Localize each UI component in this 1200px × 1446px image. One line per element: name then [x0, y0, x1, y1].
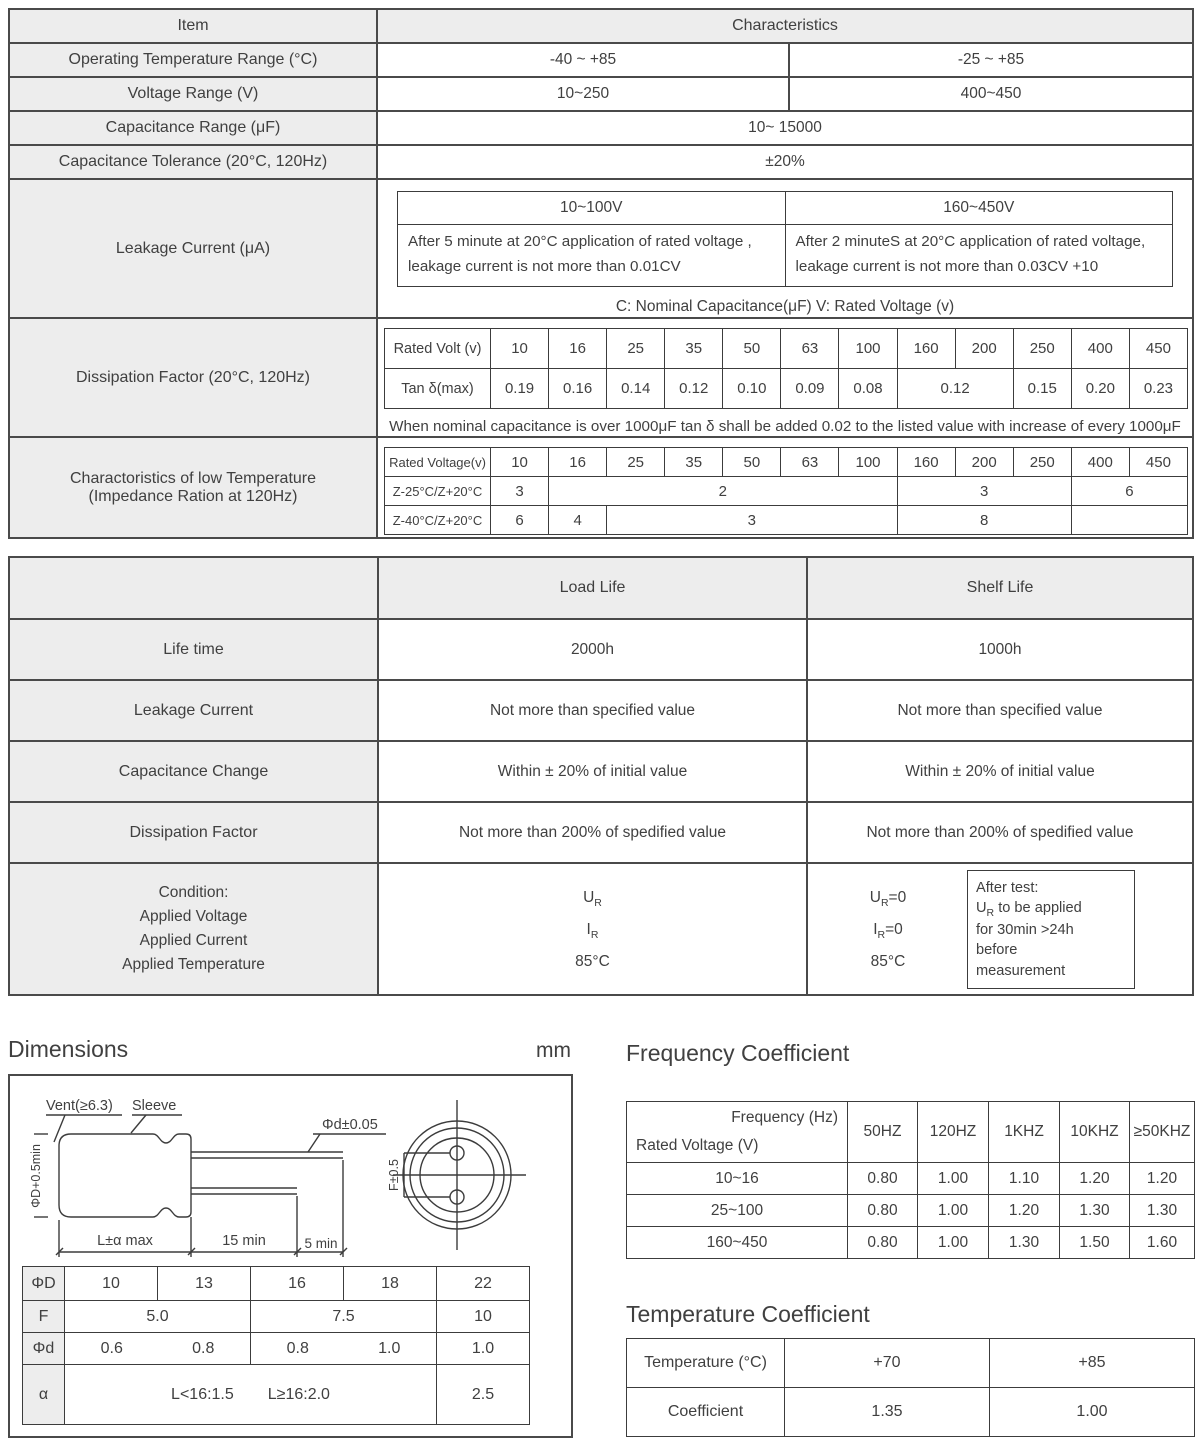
- tan-cell: 0.23: [1129, 369, 1187, 409]
- volt-cell: 35: [665, 329, 723, 369]
- freq-row-10-16: [627, 1163, 1195, 1195]
- volt-cell: 25: [607, 329, 665, 369]
- condition-line1: Condition:: [158, 884, 229, 902]
- dim-f-cell: 10: [437, 1301, 530, 1333]
- spec-header-row: [9, 9, 1193, 43]
- frequency-corner-cell: [627, 1102, 848, 1163]
- low-temp-cell: [377, 437, 1193, 538]
- lead-tip-label: 5 min: [304, 1236, 338, 1252]
- dim-dd-cell: 0.6 0.8: [65, 1333, 251, 1365]
- temperature-label: Temperature (°C): [627, 1339, 785, 1388]
- volt-cell: 200: [955, 329, 1013, 369]
- tan-cell: 0.16: [549, 369, 607, 409]
- dim-alpha-row: [23, 1365, 530, 1425]
- spec-table: [8, 8, 1194, 539]
- temperature-table: [626, 1338, 1195, 1437]
- z40-cell: 6: [491, 506, 549, 535]
- z25-cell-merged: 6: [1071, 477, 1187, 506]
- operating-temp-row: [9, 43, 1193, 77]
- life-dissipation-row: [9, 802, 1193, 863]
- freq-value: 1.60: [1130, 1227, 1195, 1259]
- volt-cell: 450: [1129, 329, 1187, 369]
- tan-cell: 0.10: [723, 369, 781, 409]
- leakage-current-row: [9, 179, 1193, 318]
- sleeve-label: Sleeve: [132, 1098, 177, 1115]
- dimensions-box: [8, 1074, 573, 1438]
- dim-d-cell: 16: [251, 1267, 344, 1301]
- volt-cell: 160: [897, 329, 955, 369]
- body-diameter-label: ΦD+0.5min: [29, 1144, 43, 1209]
- volt-cell: 63: [781, 329, 839, 369]
- dissipation-label: Dissipation Factor (20°C, 120Hz): [9, 318, 377, 437]
- volt-cell: 25: [607, 448, 665, 477]
- life-dissipation-load: Not more than 200% of spedified value: [378, 802, 807, 863]
- z25-cell: 3: [491, 477, 549, 506]
- dim-d-cell: 13: [158, 1267, 251, 1301]
- capacitor-diagram: [10, 1076, 571, 1262]
- freq-value: 1.10: [989, 1163, 1060, 1195]
- low-temp-label-line1: Charactoristics of low Temperature: [69, 469, 317, 487]
- freq-value: 0.80: [848, 1163, 918, 1195]
- leakage-range1-text: After 5 minute at 20°C application of rated voltage , leakage current is not more than 0.01CV: [408, 233, 752, 275]
- condition-label: [9, 863, 378, 995]
- life-time-row: [9, 619, 1193, 680]
- freq-value: 0.80: [848, 1227, 918, 1259]
- volt-cell: 200: [955, 448, 1013, 477]
- dim-f-cell: 7.5: [251, 1301, 437, 1333]
- item-header: Item: [9, 9, 377, 43]
- life-capchange-row: [9, 741, 1193, 802]
- lead-spacing-label: F±0.5: [387, 1159, 401, 1192]
- voltage-range-low: 10~250: [377, 77, 789, 111]
- freq-col-header: ≥50KHZ: [1130, 1102, 1195, 1163]
- freq-value: 1.50: [1060, 1227, 1130, 1259]
- dim-f-cell: 5.0: [65, 1301, 251, 1333]
- life-leakage-label: Leakage Current: [9, 680, 378, 741]
- life-time-label: Life time: [9, 619, 378, 680]
- dim-a-value: 2.5: [437, 1365, 530, 1425]
- volt-cell: 400: [1071, 448, 1129, 477]
- tan-delta-row: [385, 369, 1188, 409]
- freq-value: 1.20: [989, 1195, 1060, 1227]
- z40-cell-merged: 8: [897, 506, 1071, 535]
- dim-d-cell: 18: [344, 1267, 437, 1301]
- capacitance-tolerance-label: Capacitance Tolerance (20°C, 120Hz): [9, 145, 377, 179]
- freq-row-label: 25~100: [627, 1195, 848, 1227]
- dim-d-cell: 10: [65, 1267, 158, 1301]
- coefficient-label: Coefficient: [627, 1388, 785, 1437]
- freq-row-25-100: [627, 1195, 1195, 1227]
- z25-label: Z-25°C/Z+20°C: [385, 477, 491, 506]
- life-dissipation-shelf: Not more than 200% of spedified value: [807, 802, 1193, 863]
- life-header-empty: [9, 557, 378, 619]
- dim-f-row: [23, 1301, 530, 1333]
- dissipation-note: When nominal capacitance is over 1000μF tan δ shall be added 0.02 to the listed value with increase of every 1000μF: [389, 418, 1181, 436]
- frequency-header-row: [627, 1102, 1195, 1163]
- shelf-life-header: Shelf Life: [807, 557, 1193, 619]
- life-capchange-load: Within ± 20% of initial value: [378, 741, 807, 802]
- z25-row: [385, 477, 1188, 506]
- tan-cell: 0.19: [491, 369, 549, 409]
- z40-label: Z-40°C/Z+20°C: [385, 506, 491, 535]
- characteristics-header: Characteristics: [377, 9, 1193, 43]
- dim-d-label: ΦD: [23, 1267, 65, 1301]
- tan-cell: 0.09: [781, 369, 839, 409]
- operating-temp-low: -40 ~ +85: [377, 43, 789, 77]
- freq-value: 1.00: [918, 1163, 989, 1195]
- volt-cell: 35: [665, 448, 723, 477]
- frequency-title: Frequency Coefficient: [626, 1040, 850, 1067]
- tan-cell: 0.14: [607, 369, 665, 409]
- voltage-range-high: 400~450: [789, 77, 1193, 111]
- volt-cell: 50: [723, 329, 781, 369]
- coefficients-column: [626, 1036, 1194, 1438]
- capacitance-range-value: 10~ 15000: [377, 111, 1193, 145]
- operating-temp-high: -25 ~ +85: [789, 43, 1193, 77]
- after-test-note: After test: $U_R$ to be applied for 30min >24h before measurement: [967, 870, 1135, 989]
- capacitance-range-row: [9, 111, 1193, 145]
- temperature-value: +85: [990, 1339, 1195, 1388]
- lead-length-label: 15 min: [222, 1233, 266, 1250]
- volt-cell: 400: [1071, 329, 1129, 369]
- life-leakage-load: Not more than specified value: [378, 680, 807, 741]
- volt-cell: 10: [491, 329, 549, 369]
- life-leakage-shelf: Not more than specified value: [807, 680, 1193, 741]
- volt-cell: 100: [839, 448, 897, 477]
- coefficient-value: 1.00: [990, 1388, 1195, 1437]
- voltage-range-label: Voltage Range (V): [9, 77, 377, 111]
- condition-shelf-values: $U_R=0$ $I_R=0$ 85°C: [869, 888, 907, 970]
- freq-row-label: 160~450: [627, 1227, 848, 1259]
- capacitance-tolerance-row: [9, 145, 1193, 179]
- corner-voltage-label: Rated Voltage (V): [636, 1137, 759, 1155]
- tan-cell-merged: 0.12: [897, 369, 1013, 409]
- life-capchange-label: Capacitance Change: [9, 741, 378, 802]
- dim-lead-row: [23, 1333, 530, 1365]
- dim-diameter-row: [23, 1267, 530, 1301]
- lead-diameter-label: Φd±0.05: [322, 1117, 378, 1134]
- bottom-section: [8, 1036, 1192, 1438]
- volt-cell: 16: [549, 329, 607, 369]
- low-temp-inner-table: [384, 447, 1188, 535]
- volt-cell: 50: [723, 448, 781, 477]
- condition-shelf-cell: [807, 863, 1193, 995]
- leakage-range2-text: After 2 minuteS at 20°C application of rated voltage, leakage current is not more than 0.03CV +10: [785, 225, 1173, 286]
- low-temp-label: [9, 437, 377, 538]
- dim-a-label: α: [23, 1365, 65, 1425]
- leakage-range1-header: 10~100V: [398, 192, 785, 225]
- tan-cell: 0.12: [665, 369, 723, 409]
- capacitance-tolerance-value: ±20%: [377, 145, 1193, 179]
- condition-line4: Applied Temperature: [122, 956, 265, 974]
- condition-row: [9, 863, 1193, 995]
- freq-value: 1.20: [1130, 1163, 1195, 1195]
- condition-load-values: $U_R$ $I_R$ 85°C: [575, 888, 610, 970]
- dim-dd-cell: 0.8 1.0: [251, 1333, 437, 1365]
- volt-cell: 250: [1013, 448, 1071, 477]
- leakage-current-label: Leakage Current (μA): [9, 179, 377, 318]
- z40-cell-empty: [1071, 506, 1187, 535]
- z25-cell-merged: 2: [549, 477, 897, 506]
- volt-cell: 250: [1013, 329, 1071, 369]
- freq-col-header: 120HZ: [918, 1102, 989, 1163]
- vent-label: Vent(≥6.3): [46, 1098, 113, 1115]
- lowtemp-volt-label: Rated Voltage(v): [385, 448, 491, 477]
- freq-value: 1.30: [989, 1227, 1060, 1259]
- volt-cell: 100: [839, 329, 897, 369]
- z40-row: [385, 506, 1188, 535]
- temperature-header-row: [627, 1339, 1195, 1388]
- dimensions-table: [22, 1266, 530, 1425]
- temperature-value: +70: [785, 1339, 990, 1388]
- volt-cell: 160: [897, 448, 955, 477]
- dimensions-unit: mm: [536, 1039, 571, 1063]
- dim-d-cell: 22: [437, 1267, 530, 1301]
- condition-line3: Applied Current: [139, 932, 248, 950]
- tan-cell: 0.20: [1071, 369, 1129, 409]
- volt-cell: 450: [1129, 448, 1187, 477]
- dim-f-label: F: [23, 1301, 65, 1333]
- leakage-range2-header: 160~450V: [785, 192, 1173, 225]
- life-time-shelf: 1000h: [807, 619, 1193, 680]
- freq-row-160-450: [627, 1227, 1195, 1259]
- temperature-title: Temperature Coefficient: [626, 1301, 870, 1328]
- freq-value: 1.20: [1060, 1163, 1130, 1195]
- body-length-label: L±α max: [97, 1233, 153, 1250]
- dim-dd-label: Φd: [23, 1333, 65, 1365]
- operating-temp-label: Operating Temperature Range (°C): [9, 43, 377, 77]
- leakage-note: C: Nominal Capacitance(μF) V: Rated Voltage (v): [615, 298, 955, 316]
- corner-frequency-label: Frequency (Hz): [731, 1109, 838, 1127]
- volt-cell: 63: [781, 448, 839, 477]
- dissipation-cell: [377, 318, 1193, 437]
- life-capchange-shelf: Within ± 20% of initial value: [807, 741, 1193, 802]
- life-table: [8, 556, 1194, 996]
- dimensions-title: Dimensions: [8, 1036, 129, 1063]
- freq-col-header: 50HZ: [848, 1102, 918, 1163]
- freq-value: 1.30: [1130, 1195, 1195, 1227]
- rated-volt-row: [385, 329, 1188, 369]
- z25-cell-merged: 3: [897, 477, 1071, 506]
- frequency-table: [626, 1101, 1195, 1259]
- coefficient-row: [627, 1388, 1195, 1437]
- low-temp-row: [9, 437, 1193, 538]
- low-temp-label-line2: (Impedance Ration at 120Hz): [88, 487, 298, 505]
- volt-cell: 10: [491, 448, 549, 477]
- condition-line2: Applied Voltage: [139, 908, 248, 926]
- dimensions-column: [8, 1036, 573, 1438]
- lowtemp-volt-row: [385, 448, 1188, 477]
- dissipation-inner-table: [384, 328, 1188, 409]
- freq-col-header: 10KHZ: [1060, 1102, 1130, 1163]
- life-dissipation-label: Dissipation Factor: [9, 802, 378, 863]
- condition-load-cell: [378, 863, 807, 995]
- life-leakage-row: [9, 680, 1193, 741]
- tan-cell: 0.15: [1013, 369, 1071, 409]
- freq-value: 0.80: [848, 1195, 918, 1227]
- freq-value: 1.00: [918, 1195, 989, 1227]
- rated-volt-label: Rated Volt (v): [385, 329, 491, 369]
- load-life-header: Load Life: [378, 557, 807, 619]
- volt-cell: 16: [549, 448, 607, 477]
- dim-a-cell: L<16:1.5 L≥16:2.0: [65, 1365, 437, 1425]
- life-header-row: [9, 557, 1193, 619]
- tan-delta-label: Tan δ(max): [385, 369, 491, 409]
- freq-value: 1.30: [1060, 1195, 1130, 1227]
- leakage-current-cell: [377, 179, 1193, 318]
- voltage-range-row: [9, 77, 1193, 111]
- tan-cell: 0.08: [839, 369, 897, 409]
- dissipation-row: [9, 318, 1193, 437]
- freq-row-label: 10~16: [627, 1163, 848, 1195]
- z40-cell: 4: [549, 506, 607, 535]
- freq-col-header: 1KHZ: [989, 1102, 1060, 1163]
- life-time-load: 2000h: [378, 619, 807, 680]
- freq-value: 1.00: [918, 1227, 989, 1259]
- z40-cell-merged: 3: [607, 506, 897, 535]
- leakage-inner-box: [397, 191, 1173, 287]
- dim-dd-cell: 1.0: [437, 1333, 530, 1365]
- capacitance-range-label: Capacitance Range (μF): [9, 111, 377, 145]
- coefficient-value: 1.35: [785, 1388, 990, 1437]
